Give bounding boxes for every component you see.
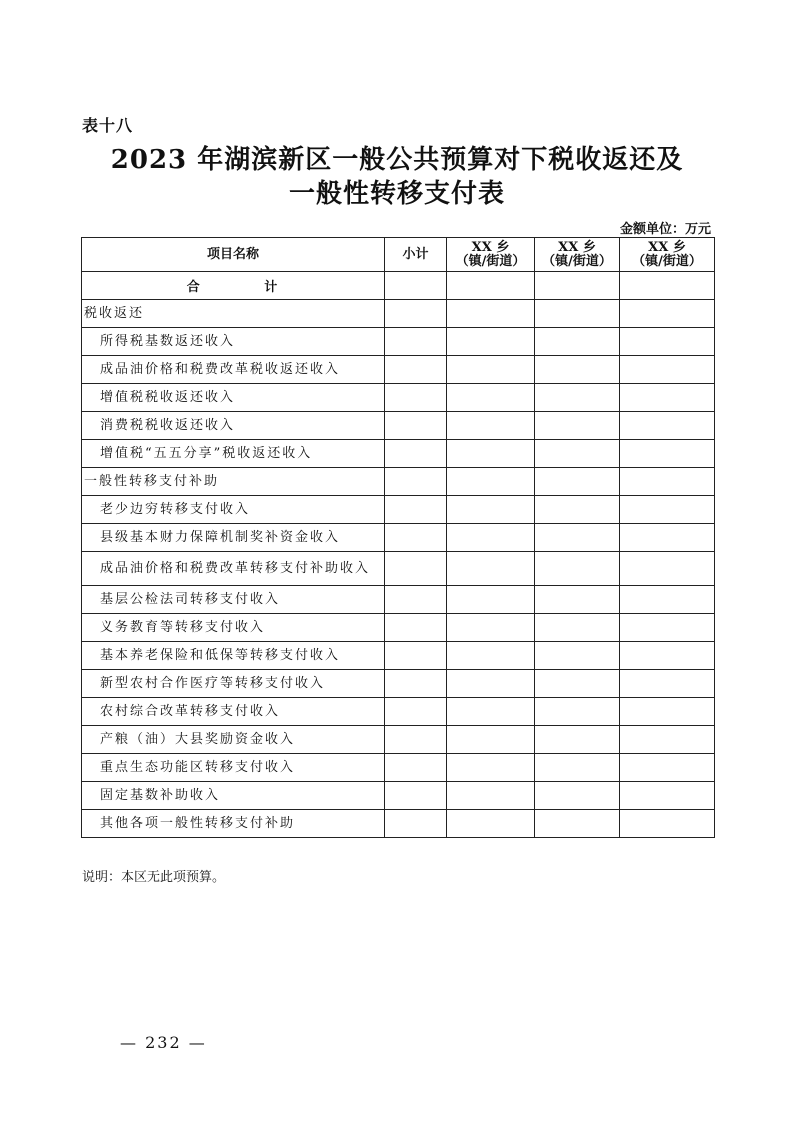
table-cell xyxy=(620,670,715,698)
table-cell xyxy=(620,272,715,300)
row-item-name: 所得税基数返还收入 xyxy=(82,328,385,356)
table-header-row xyxy=(82,238,715,272)
row-item-name: 一般性转移支付补助 xyxy=(82,468,385,496)
explanatory-note: 说明：本区无此项预算。 xyxy=(82,870,226,885)
table-cell xyxy=(447,524,535,552)
table-cell xyxy=(385,384,447,412)
table-cell xyxy=(620,810,715,838)
table-cell xyxy=(620,642,715,670)
row-item-name: 重点生态功能区转移支付收入 xyxy=(82,754,385,782)
table-cell xyxy=(620,384,715,412)
row-item-name: 成品油价格和税费改革转移支付补助收入 xyxy=(82,552,385,586)
table-cell xyxy=(535,524,620,552)
table-cell xyxy=(535,468,620,496)
row-item-name: 义务教育等转移支付收入 xyxy=(82,614,385,642)
table-row xyxy=(82,300,715,328)
table-cell xyxy=(447,468,535,496)
table-cell xyxy=(447,272,535,300)
table-cell xyxy=(620,698,715,726)
table-cell xyxy=(620,552,715,586)
table-row xyxy=(82,670,715,698)
table-cell xyxy=(620,586,715,614)
table-row xyxy=(82,496,715,524)
table-cell xyxy=(535,642,620,670)
table-row xyxy=(82,698,715,726)
table-cell xyxy=(385,586,447,614)
table-row xyxy=(82,552,715,586)
table-cell xyxy=(385,810,447,838)
table-row xyxy=(82,356,715,384)
table-cell xyxy=(535,810,620,838)
row-item-name: 农村综合改革转移支付收入 xyxy=(82,698,385,726)
table-row xyxy=(82,642,715,670)
table-cell xyxy=(447,328,535,356)
table-cell xyxy=(447,412,535,440)
document-title-line-2: 一般性转移支付表 xyxy=(288,179,505,209)
table-cell xyxy=(385,524,447,552)
table-row xyxy=(82,726,715,754)
table-cell xyxy=(447,440,535,468)
table-cell xyxy=(447,698,535,726)
table-cell xyxy=(620,496,715,524)
table-row xyxy=(82,468,715,496)
table-cell xyxy=(385,272,447,300)
table-cell xyxy=(535,614,620,642)
table-cell xyxy=(447,586,535,614)
table-cell xyxy=(385,300,447,328)
amount-unit: 金额单位：万元 xyxy=(619,222,711,237)
table-cell xyxy=(620,440,715,468)
table-row xyxy=(82,614,715,642)
document-title-line-1: 2023 年湖滨新区一般公共预算对下税收返还及 xyxy=(110,145,684,175)
table-cell xyxy=(535,782,620,810)
table-cell xyxy=(620,468,715,496)
table-cell xyxy=(535,412,620,440)
table-cell xyxy=(385,552,447,586)
table-cell xyxy=(620,328,715,356)
budget-table xyxy=(81,237,715,838)
table-cell xyxy=(385,440,447,468)
table-cell xyxy=(447,782,535,810)
table-cell xyxy=(620,524,715,552)
table-cell xyxy=(620,614,715,642)
table-cell xyxy=(535,384,620,412)
row-item-name: 其他各项一般性转移支付补助 xyxy=(82,810,385,838)
header-item-name: 项目名称 xyxy=(82,238,385,272)
table-cell xyxy=(447,300,535,328)
table-cell xyxy=(447,356,535,384)
row-item-name: 基层公检法司转移支付收入 xyxy=(82,586,385,614)
table-cell xyxy=(620,726,715,754)
table-cell xyxy=(385,670,447,698)
header-township-3: XX 乡 （镇/街道） xyxy=(620,238,715,272)
table-cell xyxy=(385,754,447,782)
header-subtotal: 小计 xyxy=(385,238,447,272)
table-row xyxy=(82,524,715,552)
table-cell xyxy=(385,412,447,440)
table-number: 表十八 xyxy=(82,116,134,135)
table-cell xyxy=(535,552,620,586)
table-cell xyxy=(535,586,620,614)
table-cell xyxy=(385,726,447,754)
total-label: 合 计 xyxy=(82,272,385,300)
table-cell xyxy=(447,670,535,698)
table-row xyxy=(82,440,715,468)
table-cell xyxy=(447,810,535,838)
row-item-name: 固定基数补助收入 xyxy=(82,782,385,810)
table-cell xyxy=(620,412,715,440)
table-cell xyxy=(385,782,447,810)
table-cell xyxy=(385,468,447,496)
table-cell xyxy=(447,384,535,412)
table-cell xyxy=(535,356,620,384)
table-cell xyxy=(447,552,535,586)
table-cell xyxy=(447,496,535,524)
table-row xyxy=(82,586,715,614)
row-item-name: 成品油价格和税费改革税收返还收入 xyxy=(82,356,385,384)
total-row xyxy=(82,272,715,300)
page-number: — 232 — xyxy=(120,1033,207,1052)
table-cell xyxy=(620,782,715,810)
table-cell xyxy=(385,496,447,524)
table-row xyxy=(82,412,715,440)
header-township-1: XX 乡 （镇/街道） xyxy=(447,238,535,272)
table-cell xyxy=(447,726,535,754)
row-item-name: 增值税税收返还收入 xyxy=(82,384,385,412)
table-cell xyxy=(535,440,620,468)
row-item-name: 新型农村合作医疗等转移支付收入 xyxy=(82,670,385,698)
table-row xyxy=(82,384,715,412)
table-cell xyxy=(535,754,620,782)
table-cell xyxy=(385,356,447,384)
row-item-name: 增值税“五五分享”税收返还收入 xyxy=(82,440,385,468)
table-cell xyxy=(385,614,447,642)
table-cell xyxy=(535,726,620,754)
table-cell xyxy=(535,328,620,356)
row-item-name: 老少边穷转移支付收入 xyxy=(82,496,385,524)
table-cell xyxy=(620,356,715,384)
table-cell xyxy=(535,496,620,524)
table-cell xyxy=(385,698,447,726)
table-cell xyxy=(385,328,447,356)
table-cell xyxy=(535,698,620,726)
row-item-name: 税收返还 xyxy=(82,300,385,328)
table-row xyxy=(82,328,715,356)
table-row xyxy=(82,754,715,782)
row-item-name: 消费税税收返还收入 xyxy=(82,412,385,440)
table-cell xyxy=(447,754,535,782)
table-cell xyxy=(447,642,535,670)
table-cell xyxy=(620,300,715,328)
table-cell xyxy=(535,272,620,300)
row-item-name: 基本养老保险和低保等转移支付收入 xyxy=(82,642,385,670)
row-item-name: 县级基本财力保障机制奖补资金收入 xyxy=(82,524,385,552)
row-item-name: 产粮（油）大县奖励资金收入 xyxy=(82,726,385,754)
table-cell xyxy=(535,670,620,698)
table-row xyxy=(82,782,715,810)
table-cell xyxy=(385,642,447,670)
table-cell xyxy=(620,754,715,782)
table-cell xyxy=(447,614,535,642)
table-row xyxy=(82,810,715,838)
table-cell xyxy=(535,300,620,328)
header-township-2: XX 乡 （镇/街道） xyxy=(535,238,620,272)
